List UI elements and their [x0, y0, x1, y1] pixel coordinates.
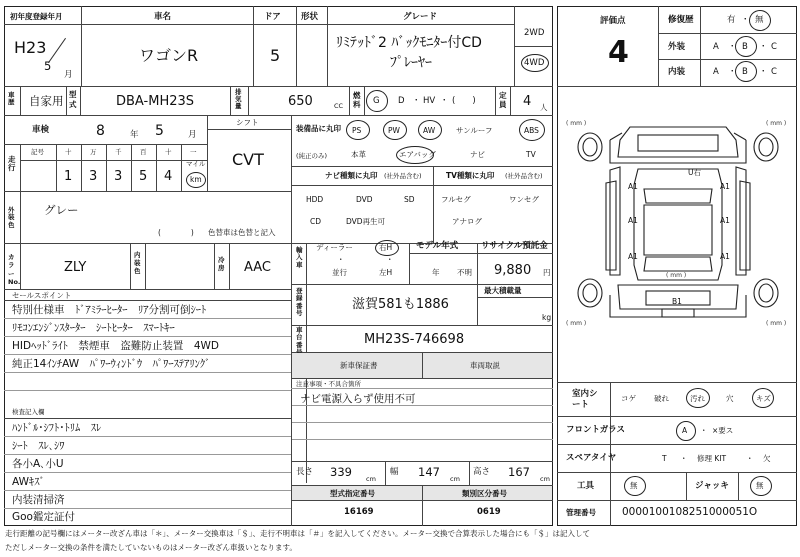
- recycle-fee: 9,880: [494, 263, 532, 278]
- mileage-digit: 3: [89, 169, 98, 184]
- type-no: 16169: [344, 507, 374, 517]
- footer-note-1: 走行距離の記号欄にはメーター改ざん車は「＊」、メーター交換車は「＄」、走行不明車は「＃」を記入してください。メーター交換で合算表示した場合にも「＄」は記入して: [5, 529, 590, 538]
- navi-dvd: DVD: [356, 195, 373, 204]
- spare-label: スペアタイヤ: [566, 453, 617, 463]
- equip-leather: 本革: [351, 150, 366, 159]
- reg-label: 登録番号: [296, 287, 303, 318]
- width: 147: [418, 465, 440, 479]
- mm-label: ( mm ): [566, 120, 587, 127]
- grade-line1: ﾘﾐﾃｯﾄﾞ2 ﾊﾞｯｸﾓﾆﾀｰ付CD: [336, 35, 482, 51]
- fuel-hv: HV: [423, 96, 436, 106]
- month-unit: 月: [64, 70, 73, 80]
- equip-tv: TV: [526, 150, 536, 159]
- footer-note-2: ただしメーター交換の条件を満たしていないものはメーター改ざん車扱いとなります。: [5, 543, 297, 552]
- mileage-digit: 4: [164, 169, 173, 184]
- mgmt-label: 管理番号: [566, 508, 596, 517]
- equip-abs: ABS: [524, 126, 539, 135]
- evaluation-score: 4: [608, 35, 629, 70]
- int-seat-label: 室内シート: [572, 389, 598, 411]
- damage-a1: A1: [628, 216, 638, 225]
- repair-yes: 有: [727, 15, 736, 25]
- int-grade-b: B: [742, 67, 748, 77]
- exterior-grade-label: 外装: [668, 42, 686, 52]
- inspector-note: AWｷｽﾞ: [12, 476, 45, 488]
- width-label: 幅: [390, 467, 399, 477]
- int-dot: ・: [728, 67, 737, 77]
- repair-no: 無: [755, 15, 764, 25]
- spare-t: T: [662, 454, 667, 463]
- chassis-number: MH23S-746698: [364, 332, 465, 347]
- seat-yogore: 汚れ: [690, 394, 705, 403]
- seat-koge: コゲ: [621, 394, 636, 403]
- car-name: ワゴンR: [139, 46, 199, 65]
- tv-fullseg: フルセグ: [441, 195, 471, 204]
- equip-aw: AW: [423, 126, 436, 135]
- interior-grade-label: 内装: [668, 67, 686, 77]
- grade-label: グレード: [403, 12, 438, 22]
- ext-dot-2: ・: [759, 42, 768, 52]
- digit-head-0: 記号: [31, 148, 44, 156]
- damage-a1: A1: [720, 252, 730, 261]
- reg-number: 滋賀581も1886: [352, 297, 449, 312]
- int-dot-2: ・: [759, 67, 768, 77]
- chassis-label: 車台番: [296, 326, 303, 349]
- model-label: 型式: [69, 90, 77, 109]
- equip-navi: ナビ: [470, 150, 485, 159]
- fuel-dot: ・: [412, 96, 421, 106]
- damage-a1: A1: [720, 216, 730, 225]
- mm-label: ( mm ): [566, 320, 587, 327]
- mileage-digit: 3: [114, 169, 123, 184]
- notes-label: 注意事項・不具合箇所: [296, 380, 361, 388]
- capacity-unit: 人: [540, 103, 548, 112]
- shift-type: CVT: [232, 150, 264, 169]
- damage-a1: A1: [628, 182, 638, 191]
- jack-label: ジャッキ: [695, 481, 729, 491]
- digit-head-4: 百: [140, 148, 147, 156]
- import-dot: ・: [337, 255, 345, 264]
- navi-cd: CD: [310, 217, 322, 226]
- cm-unit: cm: [540, 475, 550, 483]
- digit-head-6: 一: [190, 148, 197, 156]
- ext-grade-b: B: [742, 42, 748, 52]
- car-damage-diagram: [560, 95, 796, 377]
- car-name-label: 車名: [154, 12, 172, 22]
- fuel-g: G: [373, 96, 380, 106]
- seat-kizu: キズ: [756, 394, 771, 403]
- mileage-label: 走行: [8, 155, 16, 173]
- equip-sunroof: サンルーフ: [456, 126, 493, 135]
- sales-label: セールスポイント: [12, 291, 72, 300]
- length: 339: [330, 465, 352, 479]
- seat-yabure: 破れ: [654, 394, 669, 403]
- digit-head-5: 十: [165, 148, 172, 156]
- repair-label: 修復歴: [668, 15, 694, 25]
- color-no-label: カラーNo.: [8, 253, 21, 287]
- tools-label: 工具: [577, 481, 595, 491]
- int-color-label: 内装色: [134, 251, 141, 275]
- int-grade-a: A: [713, 67, 719, 77]
- ac-type: AAC: [244, 260, 271, 275]
- year-unit: 年: [130, 130, 139, 140]
- equip-ps: PS: [352, 126, 362, 135]
- damage-a1: A1: [628, 252, 638, 261]
- door-label: ドア: [264, 12, 281, 22]
- type-no-label: 型式指定番号: [330, 489, 375, 498]
- first-reg-year: H23: [14, 38, 47, 57]
- inspector-note: 各小A､小U: [12, 458, 64, 470]
- equip-pw: PW: [388, 126, 400, 135]
- equipment-note: (純正のみ): [296, 152, 328, 160]
- cc-unit: CC: [334, 102, 344, 110]
- cm-unit: cm: [366, 475, 376, 483]
- displacement: 650: [288, 94, 313, 109]
- usage-label: 車歴: [8, 91, 15, 107]
- tv-oneseg: ワンセグ: [509, 195, 539, 204]
- tools-value: 無: [630, 481, 638, 490]
- yen-unit: 円: [543, 268, 551, 277]
- import-left-h: 左H: [379, 268, 393, 277]
- tv-note: (社外品含む): [505, 172, 543, 180]
- fuel-label: 燃料: [353, 91, 361, 109]
- manual-label: 車両取説: [470, 361, 500, 370]
- repair-dot: ・: [741, 15, 750, 25]
- length-label: 長さ: [296, 467, 314, 477]
- ext-dot: ・: [728, 42, 737, 52]
- color-no: ZLY: [64, 260, 87, 275]
- mm-label: ( mm ): [766, 120, 787, 127]
- windshield-label: フロントガラス: [566, 425, 625, 435]
- inspection-year: 8: [96, 123, 105, 139]
- import-label: 輸入車: [296, 246, 303, 269]
- color-note: 色替車は色替と記入: [208, 228, 276, 237]
- damage-a1: A1: [720, 182, 730, 191]
- mileage-digit: 1: [64, 169, 73, 184]
- ext-grade-a: A: [713, 42, 719, 52]
- capacity-label: 定員: [499, 91, 507, 109]
- first-reg-month: 5: [44, 59, 52, 73]
- int-grade-c: C: [771, 67, 777, 77]
- navi-dvd-play: DVD再生可: [346, 217, 386, 226]
- fuel-d: D: [398, 96, 405, 106]
- fuel-dot2: ・: [440, 96, 449, 106]
- digit-head-1: 十: [65, 148, 72, 156]
- cm-unit: cm: [450, 475, 460, 483]
- mileage-digit: 5: [139, 169, 148, 184]
- km-label: km: [190, 175, 202, 184]
- model-year-unit: 年: [432, 268, 440, 277]
- damage-ucr: U右: [688, 168, 701, 177]
- digit-head-2: 万: [90, 148, 97, 156]
- max-load-label: 最大積載量: [484, 286, 522, 295]
- inspector-note: 内装清掃済: [12, 494, 65, 506]
- tv-type-label: TV種類に丸印: [446, 171, 495, 180]
- inspector-note: ｼｰﾄ ｽﾚ､ｼﾜ: [12, 440, 65, 452]
- import-right-h: 右H: [379, 243, 393, 252]
- score-label: 評価点: [600, 16, 626, 26]
- inspector-note: Goo鑑定証付: [12, 511, 75, 523]
- navi-sd: SD: [404, 195, 415, 204]
- mm-label: ( mm ): [666, 272, 687, 279]
- kg-unit: kg: [542, 313, 552, 322]
- windshield-need: ×要ス: [712, 426, 734, 435]
- seat-ana: 穴: [726, 394, 734, 403]
- color-paren: ( ): [158, 228, 194, 237]
- equip-airbag: エアバッグ: [399, 150, 436, 159]
- mm-label: ( mm ): [766, 320, 787, 327]
- shape-label: 形状: [301, 12, 319, 22]
- import-parallel: 並行: [332, 268, 347, 277]
- jack-value: 無: [756, 481, 764, 490]
- class-no-label: 類別区分番号: [462, 489, 507, 498]
- shift-label: シフト: [236, 118, 259, 127]
- sales-point: ﾘﾓｺﾝｴﾝｼﾞﾝｽﾀｰﾀｰ ｼｰﾄﾋｰﾀｰ ｽﾏｰﾄｷｰ: [12, 322, 175, 334]
- model-code: DBA-MH23S: [116, 94, 195, 109]
- navi-hdd: HDD: [306, 195, 324, 204]
- sales-point: 特別仕様車 ﾄﾞｱﾐﾗｰﾋｰﾀｰ ﾘｱ分割可倒ｼｰﾄ: [12, 304, 207, 316]
- displacement-label: 排気量: [235, 88, 242, 111]
- windshield-a: A: [682, 426, 688, 435]
- sales-point: 純正14ｲﾝﾁAW ﾊﾟﾜｰｳｨﾝﾄﾞｳ ﾊﾟﾜｰｽﾃｱﾘﾝｸﾞ: [12, 358, 211, 370]
- door-count: 5: [270, 46, 281, 65]
- height-label: 高さ: [473, 467, 491, 477]
- mgmt-number: 0000100108251000051O: [622, 506, 758, 518]
- sales-point: HIDﾍｯﾄﾞﾗｲﾄ 禁煙車 盗難防止装置 4WD: [12, 340, 219, 352]
- inspection-month: 5: [155, 123, 164, 139]
- damage-b1: B1: [672, 297, 682, 306]
- inspector-label: 検査記入欄: [12, 408, 45, 416]
- spare-kit: 修理 KIT: [697, 454, 727, 463]
- equipment-label: 装備品に丸印: [296, 124, 341, 133]
- navi-type-label: ナビ種類に丸印: [325, 171, 378, 180]
- inspection-label: 車検: [32, 125, 50, 135]
- class-no: 0619: [477, 507, 501, 517]
- model-year-unknown: 不明: [457, 268, 472, 277]
- import-dealer: ディーラー: [316, 243, 353, 252]
- navi-note: (社外品含む): [384, 172, 422, 180]
- inspector-note: ﾊﾝﾄﾞﾙ･ｼﾌﾄ･ﾄﾘﾑ ｽﾚ: [12, 422, 102, 434]
- drive-2wd: 2WD: [524, 28, 545, 38]
- height: 167: [508, 465, 530, 479]
- month-unit-2: 月: [188, 130, 197, 140]
- notes-text: ナビ電源入らず使用不可: [300, 393, 416, 405]
- usage-value: 自家用: [29, 94, 64, 108]
- tv-analog: アナログ: [452, 217, 482, 226]
- ext-grade-c: C: [771, 42, 777, 52]
- spare-dot: ・: [680, 454, 688, 463]
- ac-label: 冷房: [218, 256, 225, 272]
- color-label: 外装色: [8, 206, 15, 229]
- warranty-label: 新車保証書: [340, 361, 378, 370]
- mile-label: マイル: [186, 160, 206, 168]
- exterior-color: グレー: [44, 203, 79, 217]
- import-dot-2: ・: [386, 255, 394, 264]
- windshield-dot: ・: [700, 426, 708, 435]
- year-label: 初年度登録年月: [10, 12, 63, 21]
- grade-line2: ﾌﾟﾚｰﾔｰ: [390, 55, 432, 71]
- digit-head-3: 千: [115, 148, 122, 156]
- drive-4wd: 4WD: [524, 58, 545, 68]
- spare-dot-2: ・: [746, 454, 754, 463]
- spare-none: 欠: [763, 454, 771, 463]
- fuel-paren: ( ): [452, 96, 476, 106]
- capacity: 4: [523, 94, 532, 109]
